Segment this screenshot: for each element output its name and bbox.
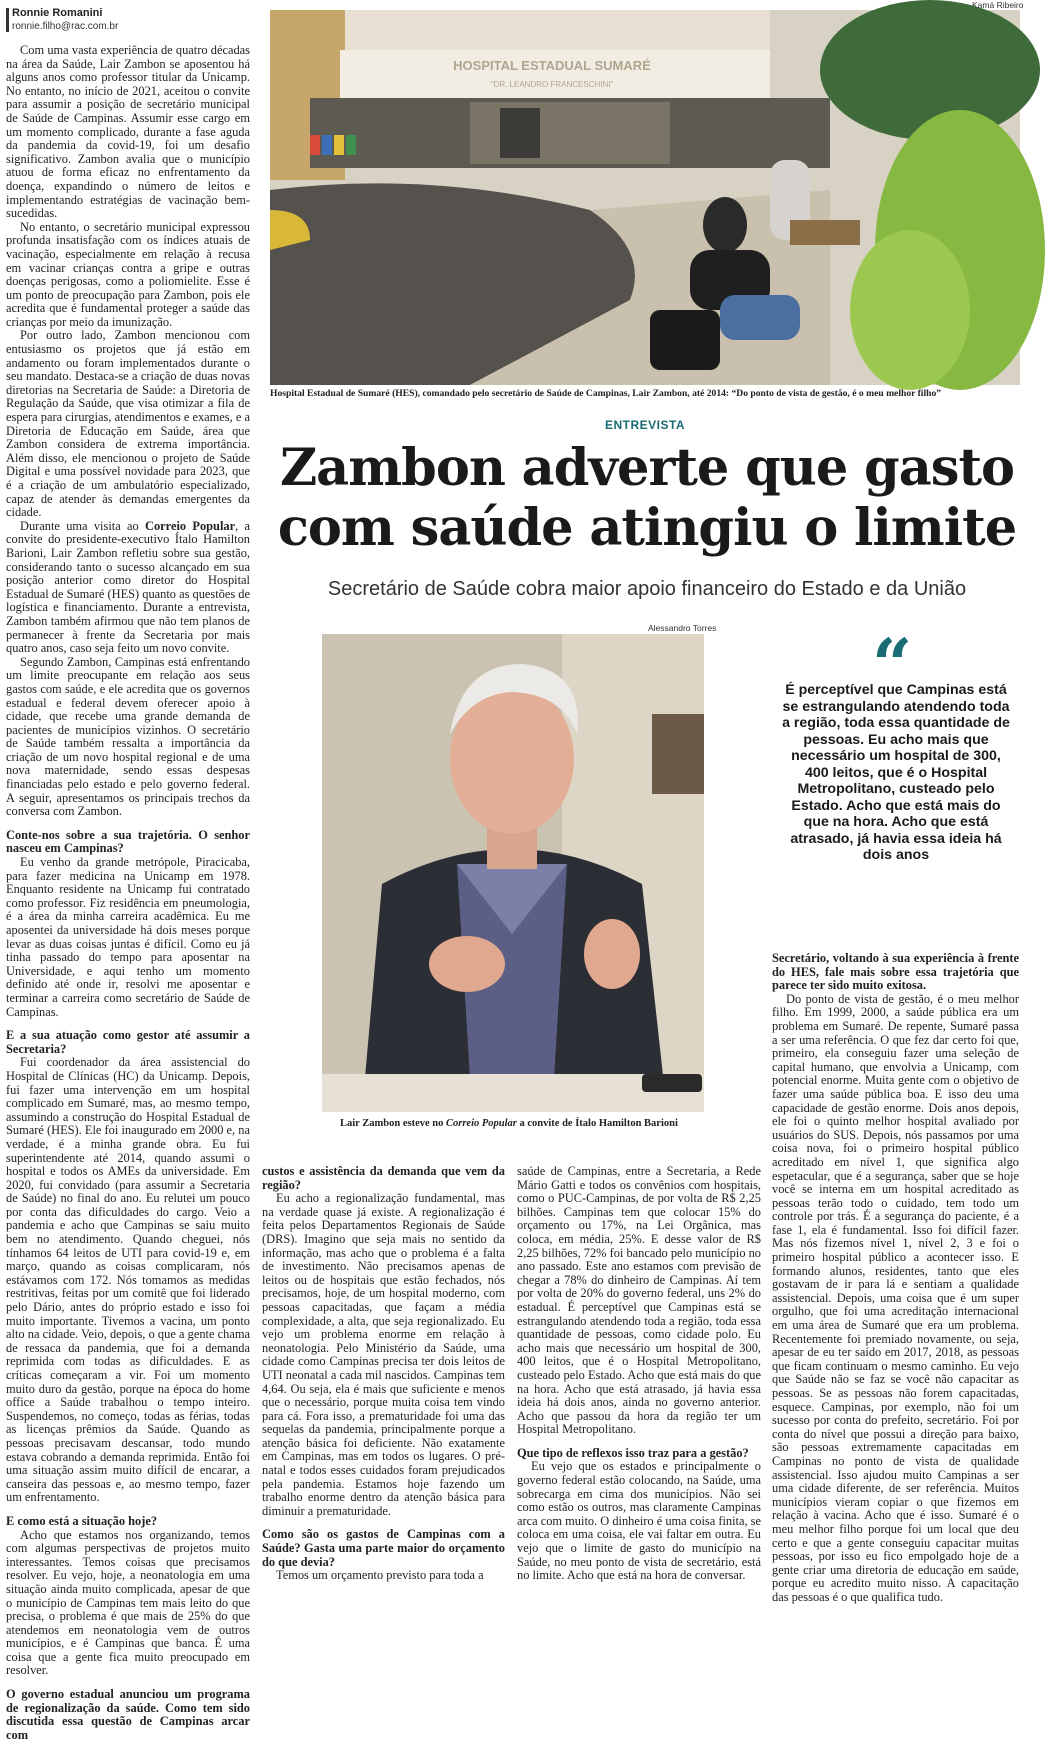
question: Como são os gastos de Campinas com a Saúde? Gasta uma parte maior do orçamento do que devia? [262,1527,505,1569]
hospital-sign: HOSPITAL ESTADUAL SUMARÉ [453,58,651,73]
question: custos e assistência da demanda que vem da região? [262,1164,505,1192]
answer: Eu venho da grande metrópole, Piracicaba, para fazer medicina na Unicamp em 1978. Enquanto residente na Unicamp fui contratado como professor. Fiz residência em pneumologia, é a área da minha carreira acadêmica. Eu me aposentei da universidade há dois meses porque levar as duas coisas juntas é difícil. Como eu já tinha passado do tempo para aposentar na Universidade, e aqui tenho um momento definido até onde ir, resolvi me aposentar e terminar a carreira como secretário de Saúde de Campinas. [6,855,250,1019]
caption-newspaper: Correio Popular [445,1118,517,1129]
answer: Eu vejo que os estados e principalmente o governo federal estão colocando, na Saúde, uma sobrecarga em cima dos municípios. Não sei como estão os outros, mas claramente Campinas arca com muito. O dinheiro é uma coisa finita, se coloca em uma coisa, ele vai faltar em outra. Eu vejo que o limite de gasto do município na Saúde, no meu ponto de vista de secretário, está no limite. Acho que está na hora de conversar. [517,1459,761,1583]
photo2-caption [340,1118,678,1129]
answer: Do ponto de vista de gestão, é o meu melhor filho. Em 1999, 2000, a saúde pública era um problema em Sumaré. De repente, Sumaré passa a ser uma referência. O que fez dar certo foi que, primeiro, ela conseguiu fazer uma seleção de capital humano, que envolvia a Unicamp, com potencial enorme. Muita gente com o objetivo de fazer uma saúde pública boa. E isso deu uma capacidade de gestão enorme. Dois anos depois, ele foi o quinto melhor hospital avaliado por usuários do SUS. Depois, nós passamos por uma coisa nova, foi o primeiro hospital público acreditado em nível 1, que significa algo espetacular, que é a segurança, saber que se hoje você se interna em um hospital acreditado as pessoas terão todo o cuidado, tem todo um controle por trás. É a segurança do paciente, é a fase 1, ela é fundamental. Isso foi difícil fazer. Mas nós fizemos nível 1, nível 2, 3 e foi o primeiro hospital público a acontecer isso. E formando alunos, residentes, tanto que eles gostavam de ir para lá e sentiam a qualidade assistencial. Depois, uma coisa que é um super orgulho, que foi uma acreditação internacional em uma área de Sumaré que era um problema. Recentemente foi premiado novamente, ou seja, apesar de eu ter saído em 2017, 2018, as pessoas que ficam continuam o mesmo caminho. Eu vejo que Saúde não se faz se você não capacitar as pessoas. Se as pessoas não forem capacitadas, esquece. Campinas, por exemplo, não foi um sucesso por conta do prefeito, secretário. Foi por conta do nível que possui a direção para baixo, são pessoas extremamente capacitadas em Campinas no ponto de vista de qualidade assistencial. Isso ajudou muito Campinas a ser uma cidade diferente, de ser referência. Muitos municípios vieram copiar o que fizemos em relação à vacina. Acho que é isso. Sumaré é o meu melhor filho porque foi um local que deu certo e que a gente conseguiu capacitar muitas pessoas, por isso eu fico empolgado hoje de a gente criar uma diretoria de educação em saúde, porque eu acredito muito nisso. A capacitação das pessoas é o que qualifica tudo. [772,991,1019,1604]
caption-text: a convite de Ítalo Hamilton Barioni [516,1118,678,1129]
article-column-3 [517,1165,761,1609]
answer: saúde de Campinas, entre a Secretaria, a Rede Mário Gatti e todos os convênios com hospitais, como o PUC-Campinas, de por volta de R$ 2,25 bilhões. Campinas tem que colocar 15% do orçamento ou 17%, na Lei Orgânica, mas coloca, em média, 25%. E desse valor de R$ 2,25 bilhões, 72% foi bancado pelo município no ano passado. Este ano estamos com previsão de chegar a 78% do dinheiro de Campinas. Aí tem por volta de 20% do governo federal, uns 2% do estadual. É perceptível que Campinas está se estrangulando atendendo toda a região, toda essa quantidade de pessoas, como cidade polo. Eu acho mais que necessário um hospital de 300, 400 leitos, que é o Hospital Metropolitano, custeado pelo Estado. Acho que está mais do que na hora. Acho que está atrasado, já havia essa ideia há dois anos, ainda no governo anterior. Acho que passou da hora da região ter um Hospital Metropolitano. [517,1164,761,1437]
newspaper-name: Correio Popular [145,518,236,533]
caption-text: Lair Zambon esteve no [340,1118,446,1129]
paragraph: Por outro lado, Zambon mencionou com entusiasmo os projetos que já estão em andamento ou foram implementados durante o seu mandato. Destaca-se a criação de duas novas diretorias na Secretaria de Saúde: a Diretoria de Regulação da Saúde, que visa otimizar a fila de espera para cirurgias, atendimentos e exames, e a Diretoria de Educação em Saúde, área que Zambon considera de extrema importância. Além disso, ele mencionou o projeto de Saúde Digital e uma possível novidade para 2023, que é a criação de um ambulatório especializado, capaz de atender às demandas emergentes da cidade. [6,328,250,520]
byline-email: ronnie.filho@rac.com.br [12,21,119,32]
answer: Fui coordenador da área assistencial do Hospital de Clínicas (HC) da Unicamp. Depois, fui fazer uma intervenção em um hospital complicado em Sumaré, mas, ao mesmo tempo, assumindo a construção do Hospital Estadual de Sumaré (HES). Ele foi inaugurado em 2000 e, na verdade, é a minha grande obra. Eu fui superintendente até 2014, quando assumi o hospital e todos os AMEs da universidade. Em 2020, fui convidado (para assumir a Secretaria de Saúde) no final do ano. Eu relutei um pouco por conta das dificuldades do cargo. Veio a pandemia e acho que Campinas se saiu muito bem no atendimento. Quando cheguei, nós tínhamos 64 leitos de UTI para covid-19 e, em março, quando as coisas complicaram, nós estávamos com 172. Nós tomamos as medidas restritivas, feitas por um comitê que foi liderado pelo Dário, antes do próprio estado e isso foi muito importante. Tivemos a vacina, um ponto alto na cidade. Veio, depois, o que a gente chama de ressaca da pandemia, que foi a demanda reprimida com todas as dificuldades. E as críticas começaram a vir. Foi um momento muito duro da gestão, porque na época do home office a Saúde trabalhou o tempo inteiro. Suspendemos, no começo, todas as férias, todas as licenças prêmios da Saúde. Quando as pessoas precisavam descansar, todo mundo estava cobrando a demanda reprimida. Então foi uma situação assim muito difícil de encarar, a canseira das pessoas e, ao mesmo tempo, fazer um enfrentamento. [6,1055,250,1505]
headline [262,438,1032,558]
article-column-2 [262,1165,505,1609]
headline-line-1: Zambon adverte que gasto [279,438,1015,498]
question: O governo estadual anunciou um programa de regionalização da saúde. Como tem sido discutida essa questão de Campinas arcar com [6,1687,250,1742]
hospital-photo [270,10,1020,385]
paragraph: No entanto, o secretário municipal expressou profunda insatisfação com os índices atuais de vacinação, especialmente em relação à recusa em vacinar crianças contra a gripe e outras doenças perigosas, como a poliomielite. Esse é um ponto de preocupação para Zambon, pois ele acredita que é fundamental proteger a saúde das crianças por meio da imunização. [6,219,250,329]
hospital-sign-sub: "DR. LEANDRO FRANCESCHINI" [490,80,614,89]
question: Que tipo de reflexos isso traz para a gestão? [517,1445,749,1460]
article-column-1 [6,43,251,1742]
text-span: Durante uma visita ao [20,518,146,533]
question: E a sua atuação como gestor até assumir a Secretaria? [6,1028,250,1056]
photo1-caption: Hospital Estadual de Sumaré (HES), comandado pelo secretário de Saúde de Campinas, Lair Zambon, até 2014: “Do ponto de vista de gestão, é o meu melhor filho” [270,388,942,399]
paragraph [6,520,250,656]
hospital-illustration [270,10,1020,385]
portrait-photo [322,634,704,1112]
headline-line-2: com saúde atingiu o limite [277,498,1017,558]
paragraph: Com uma vasta experiência de quatro décadas na área da Saúde, Lair Zambon se aposentou há alguns anos como professor titular da Unicamp. No entanto, no início de 2021, aceitou o convite para assumir a posição de secretário municipal de Saúde de Campinas. Assumir esse cargo em um momento complicado, durante a fase aguda da pandemia da covid-19, foi um desafio significativo. Zambon avalia que o município atuou de forma eficaz no enfrentamento da doença, expandindo o número de leitos e implementando estratégias de vacinação bem-sucedidas. [6,43,250,221]
photo-credit: Kamá Ribeiro [972,0,1024,10]
question: Secretário, voltando à sua experiência à frente do HES, fale mais sobre essa trajetória que parece ter sido muito exitosa. [772,951,1019,993]
answer: Eu acho a regionalização fundamental, mas na verdade quase já existe. A regionalização é feita pelos Departamentos Regionais de Saúde (DRS). Imagino que seja mais no sentido da informação, mas acho que o problema é a falta de investimento. Não precisamos apenas de leitos ou de hospitais que estão fechados, nós precisamos, hoje, de um hospital moderno, com pessoas capacitadas, que façam a média complexidade, a alta, que seja regionalizado. Eu vejo um problema enorme em relação à neonatologia. Pelo Ministério da Saúde, uma cidade como Campinas precisa ter dois leitos de UTI neonatal a cada mil nascidos. Campinas tem 4,64. Ou seja, ela é mais que suficiente e menos que o necessário, porque muita coisa tem vindo para cá. Fora isso, a prematuridade foi uma das sequelas da pandemia, principalmente porque a atenção básica foi deficiente. Não exatamente em Campinas, mas em todos os lugares. O pré-natal e todos esses cuidados foram prejudicados pela pandemia. Estamos hoje fazendo um trabalho enorme dentro da atenção básica para diminuir a prematuridade. [262,1191,505,1518]
byline-bar [6,8,9,32]
paragraph: Segundo Zambon, Campinas está enfrentando um limite preocupante em relação aos seus gastos com saúde, e ele acredita que os governos estadual e federal devem oferecer apoio à cidade, que recebe uma grande demanda de pacientes de municípios vizinhos. O secretário de Saúde também ressalta a importância da criação de um novo hospital regional e de uma nova maternidade, sendo essas despesas financiadas pelo estado e pelo governo federal. A seguir, apresentamos os principais trechos da conversa com Zambon. [6,654,250,819]
photo-credit: Alessandro Torres [648,623,717,633]
answer: Acho que estamos nos organizando, temos com algumas perspectivas de projetos muito interessantes. Temos coisas que precisamos resolver. Eu vejo, hoje, a neonatologia em uma situação ainda muito complicada, apesar de que o município de Campinas tem mais leito do que precisa, o problema é que mais de 25% do que atendemos em neonatologia vem de outros municípios, e é Campinas que banca. É uma coisa que a gente fica muito preocupado em resolver. [6,1527,250,1678]
section-kicker: ENTREVISTA [604,418,686,432]
question: E como está a situação hoje? [6,1513,158,1528]
quote-mark-icon: “ [872,623,913,706]
article-column-4 [772,952,1019,1609]
subheadline: Secretário de Saúde cobra maior apoio financeiro do Estado e da União [327,578,967,600]
pull-quote: É perceptível que Campinas está se estrangulando atendendo toda a região, toda essa quantidade de pessoas. Eu acho mais que necessário um hospital de 300, 400 leitos, que é o Hospital Metropolitano, custeado pelo Estado. Acho que está mais do que na hora. Acho que está atrasado, já havia essa ideia há dois anos [782,682,1010,863]
question: Conte-nos sobre a sua trajetória. O senhor nasceu em Campinas? [6,827,250,856]
byline-name: Ronnie Romanini [12,7,103,19]
text-span: , a convite do presidente-executivo Ítalo Hamilton Barioni, Lair Zambon refletiu sobre sua gestão, considerando tanto o sucesso alcançado em sua posição anterior como diretor do Hospital Estadual de Sumaré (HES) quanto as questões de logística e financiamento. Durante a entrevista, Zambon também afirmou que não tem planos de permanecer à frente da Secretaria por mais quatro anos, caso seja feito um novo convite. [6,518,251,656]
answer: Temos um orçamento previsto para toda a [276,1568,484,1583]
portrait-illustration [322,634,704,1112]
